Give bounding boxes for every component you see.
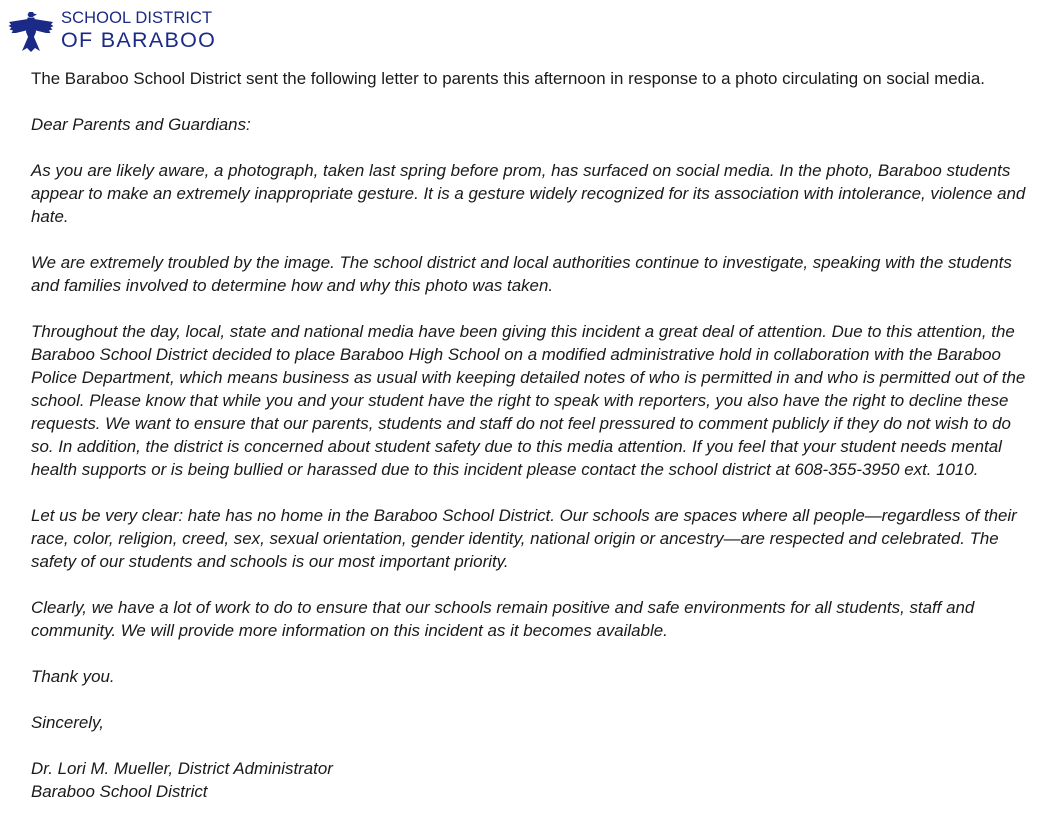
article-body	[31, 67, 1031, 803]
letter-closing: Sincerely,	[31, 713, 104, 732]
signature-organization: Baraboo School District	[31, 782, 208, 801]
letter-paragraph: Clearly, we have a lot of work to do to ensure that our schools remain positive and safe environments for all students, staff and community. We will provide more information on this incident as it becomes available.	[31, 598, 975, 640]
district-logo-text	[61, 8, 216, 51]
letter	[31, 113, 1031, 803]
logo-line-2: OF BARABOO	[61, 27, 217, 52]
thunderbird-icon	[8, 10, 54, 52]
letter-paragraph: Throughout the day, local, state and national media have been giving this incident a great deal of attention. Due to this attention, the Baraboo School District decided to place Baraboo High School on a modified administrative hold in collaboration with the Baraboo Police Department, which means business as usual with keeping detailed notes of who is permitted in and who is permitted out of the school. Please know that while you and your student have the right to speak with reporters, you also have the right to decline these requests. We want to ensure that our parents, students and staff do not feel pressured to comment publicly if they do not wish to do so. In addition, the district is concerned about student safety due to this media attention. If you feel that your student needs mental health supports or is being bullied or harassed due to this incident please contact the school district at 608-355-3950 ext. 1010.	[31, 322, 1026, 479]
letter-paragraph: As you are likely aware, a photograph, taken last spring before prom, has surfaced on social media. In the photo, Baraboo students appear to make an extremely inappropriate gesture. It is a gesture widely recognized for its association with intolerance, violence and hate.	[31, 161, 1026, 226]
letter-salutation: Dear Parents and Guardians:	[31, 115, 251, 134]
letter-thanks: Thank you.	[31, 667, 115, 686]
intro-paragraph: The Baraboo School District sent the following letter to parents this afternoon in response to a photo circulating on social media.	[31, 69, 985, 88]
signature-name: Dr. Lori M. Mueller, District Administrator	[31, 759, 333, 778]
logo-line-1: SCHOOL DISTRICT	[61, 9, 213, 27]
letter-paragraph: We are extremely troubled by the image. The school district and local authorities continue to investigate, speaking with the students and families involved to determine how and why this photo was taken.	[31, 253, 1012, 295]
letter-signature	[31, 757, 1031, 803]
letter-paragraph: Let us be very clear: hate has no home in the Baraboo School District. Our schools are spaces where all people—regardless of their race, color, religion, creed, sex, sexual orientation, gender identity, national origin or ancestry—are respected and celebrated. The safety of our students and schools is our most important priority.	[31, 506, 1017, 571]
header	[8, 8, 216, 52]
